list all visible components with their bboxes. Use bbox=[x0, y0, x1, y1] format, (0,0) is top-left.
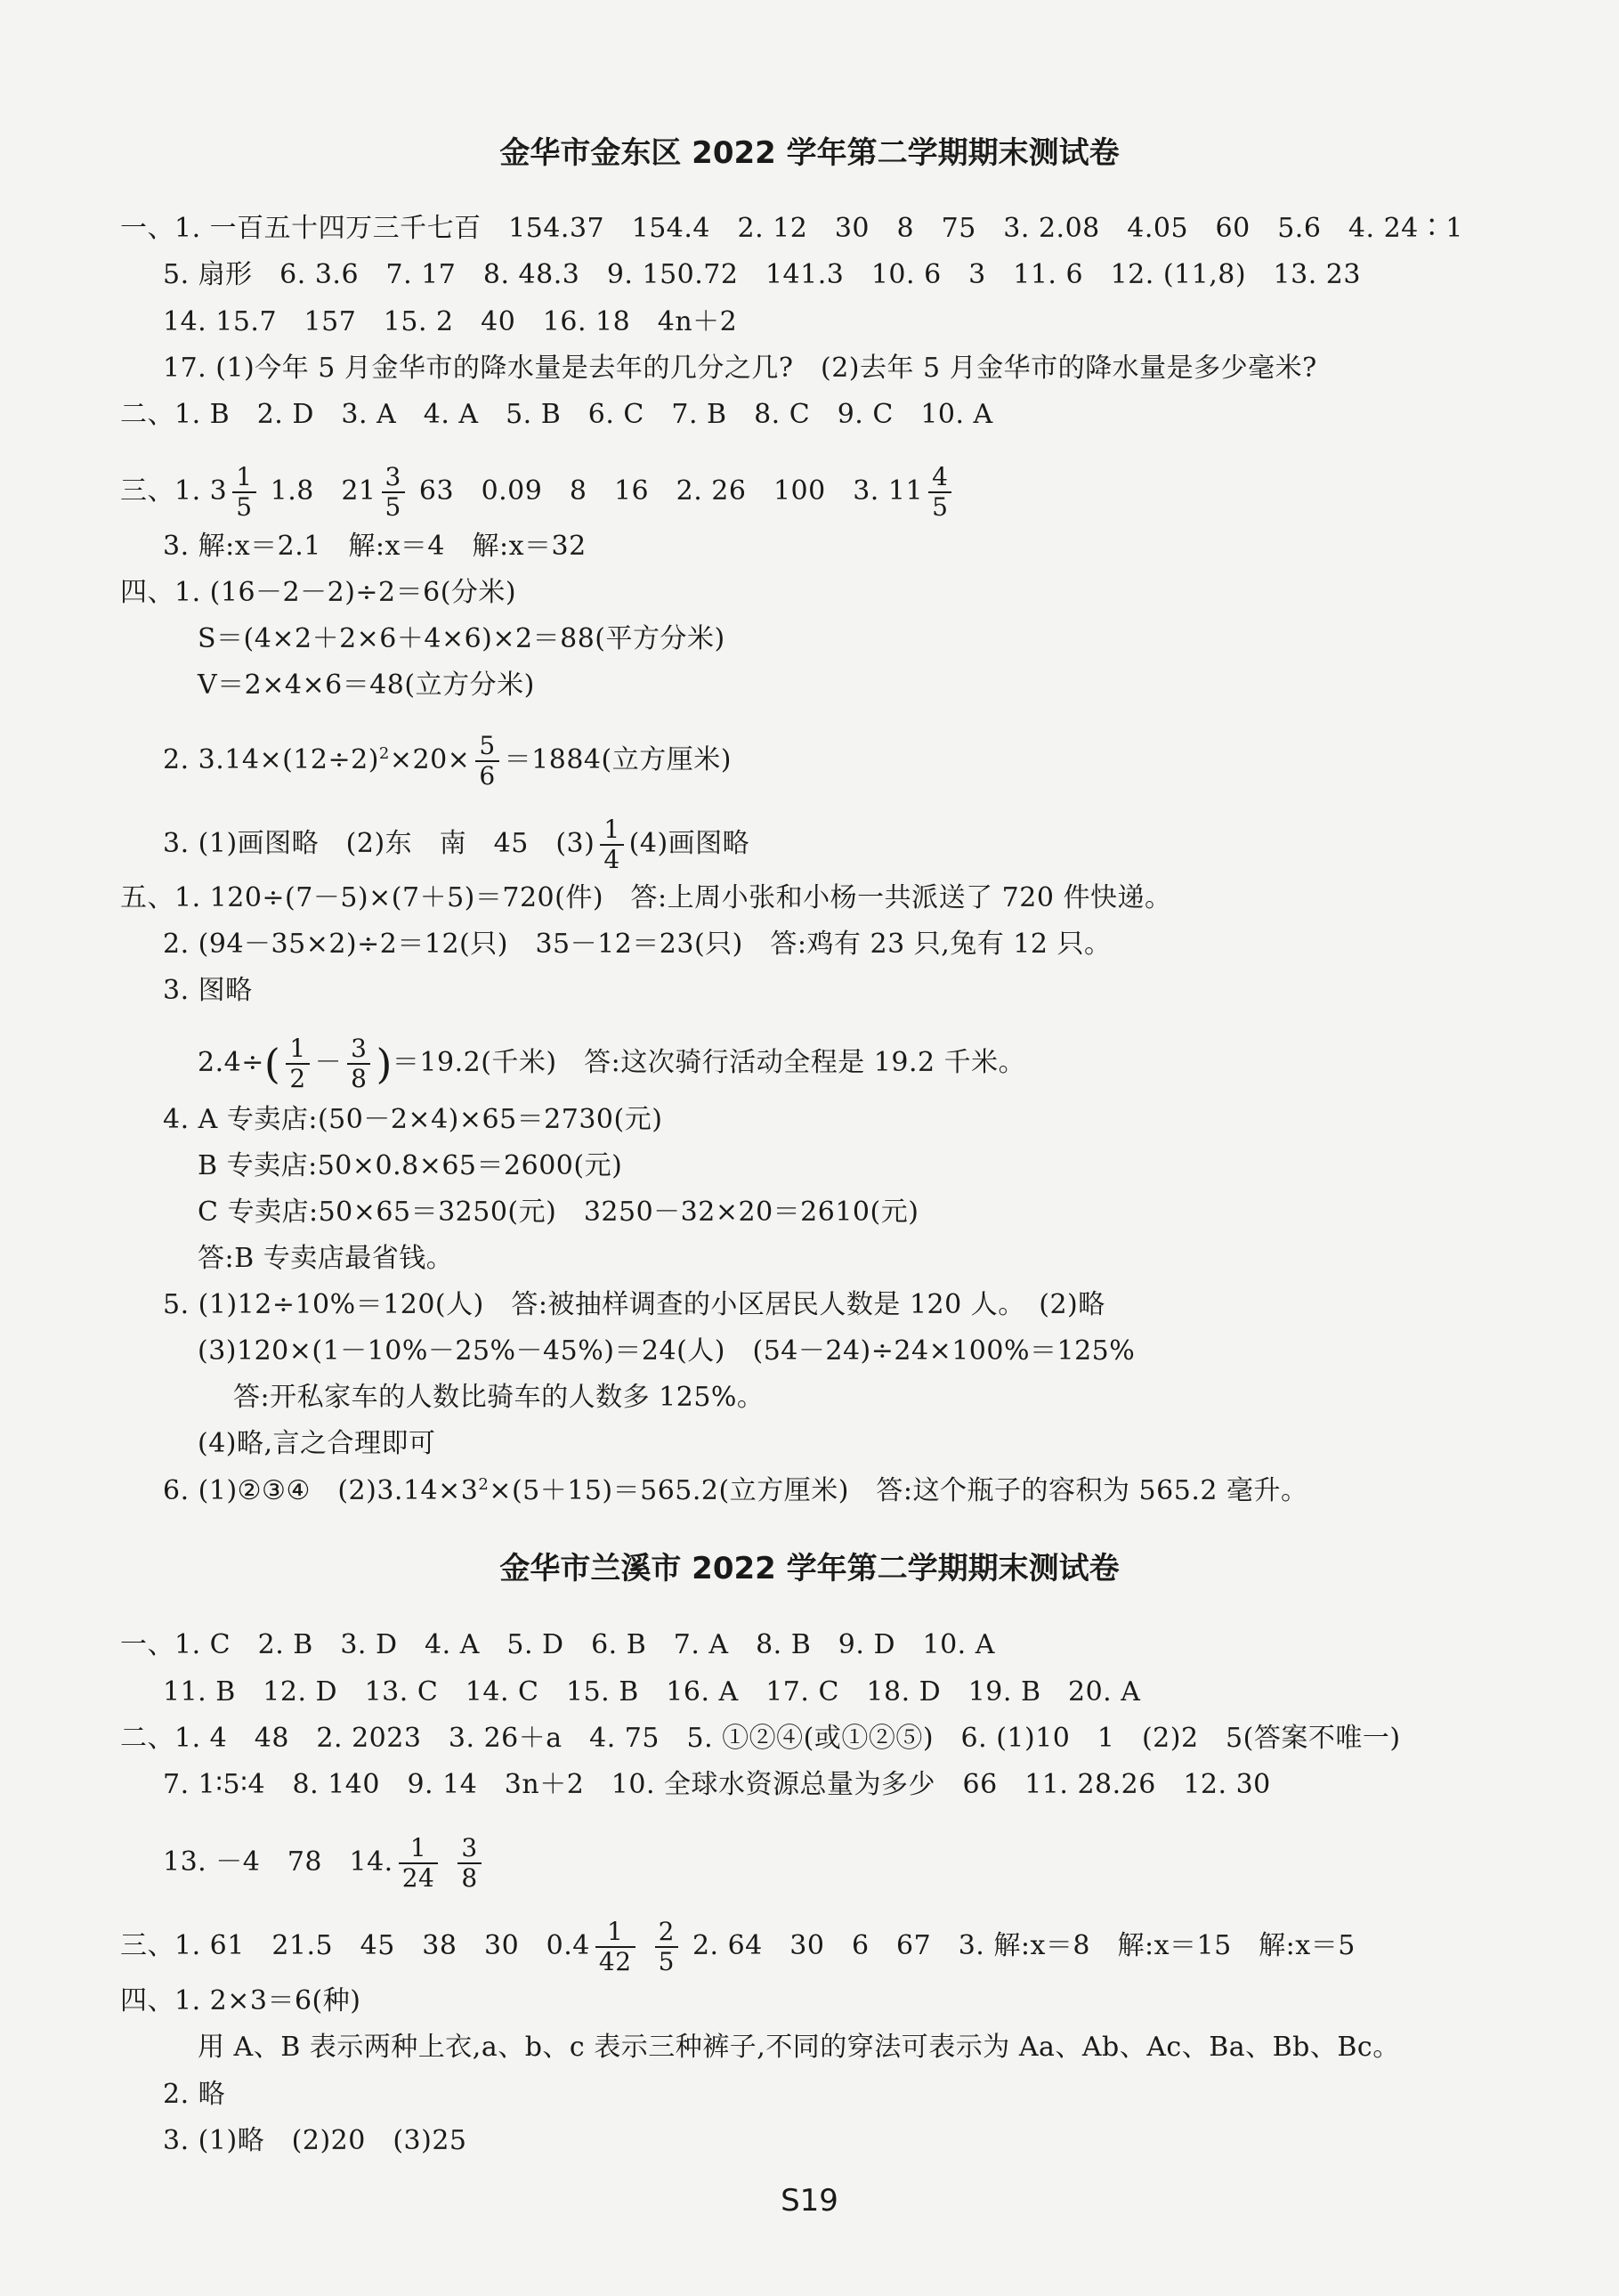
answer-line: 2. 略 bbox=[163, 2079, 226, 2110]
text-segment: 三、1. 3 bbox=[120, 475, 228, 507]
numerator: 4 bbox=[928, 463, 951, 493]
fraction bbox=[286, 1034, 309, 1093]
fraction bbox=[600, 815, 623, 874]
answer-line: 17. (1)今年 5 月金华市的降水量是去年的几分之几? (2)去年 5 月金华市的降水量是多少毫米? bbox=[163, 353, 1317, 384]
fraction bbox=[595, 1918, 635, 1976]
answer-line: 5. (1)12÷10%＝120(人) 答:被抽样调查的小区居民人数是 120 人。 (2)略 bbox=[163, 1289, 1105, 1320]
text-segment: 6. (1)②③④ (2)3.14×3 bbox=[163, 1475, 479, 1506]
answer-line: 3. 图略 bbox=[163, 975, 253, 1006]
denominator: 5 bbox=[236, 492, 253, 522]
answer-line: 四、1. 2×3＝6(种) bbox=[120, 1985, 361, 2016]
numerator: 1 bbox=[399, 1834, 439, 1864]
answer-line-fractions bbox=[163, 1834, 487, 1893]
denominator: 2 bbox=[289, 1064, 306, 1093]
text-segment: － bbox=[314, 1047, 343, 1078]
text-segment: 2. 64 30 6 67 3. 解:x＝8 解:x＝15 解:x＝5 bbox=[692, 1930, 1356, 1961]
fraction bbox=[347, 1034, 370, 1093]
numerator: 3 bbox=[457, 1834, 481, 1864]
answer-line: 用 A、B 表示两种上衣,a、b、c 表示三种裤子,不同的穿法可表示为 Aa、Ab、Ac、Ba、Bb、Bc。 bbox=[198, 2032, 1400, 2063]
section-title: 金华市金东区 2022 学年第二学期期末测试卷 bbox=[499, 135, 1120, 171]
answer-line-fractions bbox=[163, 815, 749, 874]
denominator: 5 bbox=[385, 492, 401, 522]
text-segment: 13. －4 78 14. bbox=[163, 1846, 393, 1878]
answer-line: B 专卖店:50×0.8×65＝2600(元) bbox=[198, 1150, 623, 1181]
answer-line: 五、1. 120÷(7－5)×(7＋5)＝720(件) 答:上周小张和小杨一共派送了 720 件快递。 bbox=[120, 882, 1172, 913]
answer-line bbox=[163, 1473, 1307, 1509]
answer-line: 二、1. 4 48 2. 2023 3. 26＋a 4. 75 5. ①②④(或①②⑤) 6. (1)10 1 (2)2 5(答案不唯一) bbox=[120, 1723, 1401, 1754]
answer-line: V＝2×4×6＝48(立方分米) bbox=[198, 669, 535, 701]
denominator: 5 bbox=[658, 1947, 675, 1976]
numerator: 1 bbox=[600, 815, 623, 846]
numerator: 5 bbox=[475, 732, 498, 762]
text-segment: 2.4÷ bbox=[198, 1047, 264, 1078]
answer-line: 2. (94－35×2)÷2＝12(只) 35－12＝23(只) 答:鸡有 23 只,兔有 12 只。 bbox=[163, 929, 1112, 960]
text-segment: ＝1884(立方厘米) bbox=[504, 744, 732, 775]
answer-line: 四、1. (16－2－2)÷2＝6(分米) bbox=[120, 577, 517, 608]
exponent: 2 bbox=[378, 744, 390, 763]
answer-line: 14. 15.7 157 15. 2 40 16. 18 4n＋2 bbox=[163, 306, 738, 337]
text-segment: 63 0.09 8 16 2. 26 100 3. 11 bbox=[418, 475, 924, 507]
left-paren: ( bbox=[263, 1040, 281, 1088]
numerator: 2 bbox=[655, 1918, 678, 1948]
text-segment: ×(5＋15)＝565.2(立方厘米) 答:这个瓶子的容积为 565.2 毫升。 bbox=[489, 1475, 1308, 1506]
fraction bbox=[382, 463, 405, 522]
answer-line: 一、1. C 2. B 3. D 4. A 5. D 6. B 7. A 8. B 9. D 10. A bbox=[120, 1629, 995, 1660]
text-segment: ×20× bbox=[389, 744, 471, 775]
page-number: S19 bbox=[781, 2183, 838, 2219]
right-paren: ) bbox=[376, 1040, 393, 1088]
text-segment: (4)画图略 bbox=[628, 828, 750, 859]
text-segment: 2. 3.14×(12÷2) bbox=[163, 744, 379, 775]
denominator: 6 bbox=[479, 761, 496, 791]
fraction bbox=[457, 1834, 481, 1893]
fraction bbox=[475, 732, 498, 791]
answer-line: 7. 1∶5∶4 8. 140 9. 14 3n＋2 10. 全球水资源总量为多少 66 11. 28.26 12. 30 bbox=[163, 1769, 1271, 1800]
denominator: 24 bbox=[401, 1863, 435, 1893]
answer-line: 答:B 专卖店最省钱。 bbox=[198, 1243, 454, 1274]
answer-line-fractions bbox=[120, 463, 957, 522]
fraction bbox=[399, 1834, 439, 1893]
answer-line-fractions bbox=[198, 1034, 1025, 1093]
answer-line-fractions bbox=[120, 1918, 1356, 1976]
answer-line: 11. B 12. D 13. C 14. C 15. B 16. A 17. C 18. D 19. B 20. A bbox=[163, 1676, 1141, 1708]
text-segment: 三、1. 61 21.5 45 38 30 0.4 bbox=[120, 1930, 590, 1961]
answer-line-fractions bbox=[163, 732, 732, 791]
fraction bbox=[655, 1918, 678, 1976]
numerator: 3 bbox=[347, 1034, 370, 1065]
answer-line: 一、1. 一百五十四万三千七百 154.37 154.4 2. 12 30 8 75 3. 2.08 4.05 60 5.6 4. 24∶1 bbox=[120, 213, 1463, 244]
section-title: 金华市兰溪市 2022 学年第二学期期末测试卷 bbox=[499, 1551, 1120, 1586]
denominator: 4 bbox=[603, 845, 620, 874]
answer-line: 3. (1)略 (2)20 (3)25 bbox=[163, 2125, 467, 2156]
denominator: 42 bbox=[598, 1947, 632, 1976]
fraction bbox=[928, 463, 951, 522]
exponent: 2 bbox=[478, 1475, 490, 1494]
fraction bbox=[232, 463, 255, 522]
denominator: 5 bbox=[932, 492, 949, 522]
answer-line: C 专卖店:50×65＝3250(元) 3250－32×20＝2610(元) bbox=[198, 1197, 919, 1228]
denominator: 8 bbox=[461, 1863, 478, 1893]
text-segment: ＝19.2(千米) 答:这次骑行活动全程是 19.2 千米。 bbox=[392, 1047, 1026, 1078]
text-segment: 1.8 21 bbox=[270, 475, 376, 507]
numerator: 1 bbox=[232, 463, 255, 493]
answer-line: 答:开私家车的人数比骑车的人数多 125%。 bbox=[233, 1382, 765, 1413]
numerator: 3 bbox=[382, 463, 405, 493]
answer-line: 3. 解:x＝2.1 解:x＝4 解:x＝32 bbox=[163, 531, 587, 562]
answer-line: S＝(4×2＋2×6＋4×6)×2＝88(平方分米) bbox=[198, 623, 725, 654]
answer-line: 5. 扇形 6. 3.6 7. 17 8. 48.3 9. 150.72 141.3 10. 6 3 11. 6 12. (11,8) 13. 23 bbox=[163, 259, 1361, 290]
answer-line: 二、1. B 2. D 3. A 4. A 5. B 6. C 7. B 8. C 9. C 10. A bbox=[120, 399, 993, 430]
text-segment: 3. (1)画图略 (2)东 南 45 (3) bbox=[163, 828, 595, 859]
answer-line: (3)120×(1－10%－25%－45%)＝24(人) (54－24)÷24×100%＝125% bbox=[198, 1335, 1136, 1367]
answer-line: 4. A 专卖店:(50－2×4)×65＝2730(元) bbox=[163, 1104, 663, 1135]
numerator: 1 bbox=[286, 1034, 309, 1065]
answer-line: (4)略,言之合理即可 bbox=[198, 1428, 436, 1459]
denominator: 8 bbox=[351, 1064, 368, 1093]
numerator: 1 bbox=[595, 1918, 635, 1948]
